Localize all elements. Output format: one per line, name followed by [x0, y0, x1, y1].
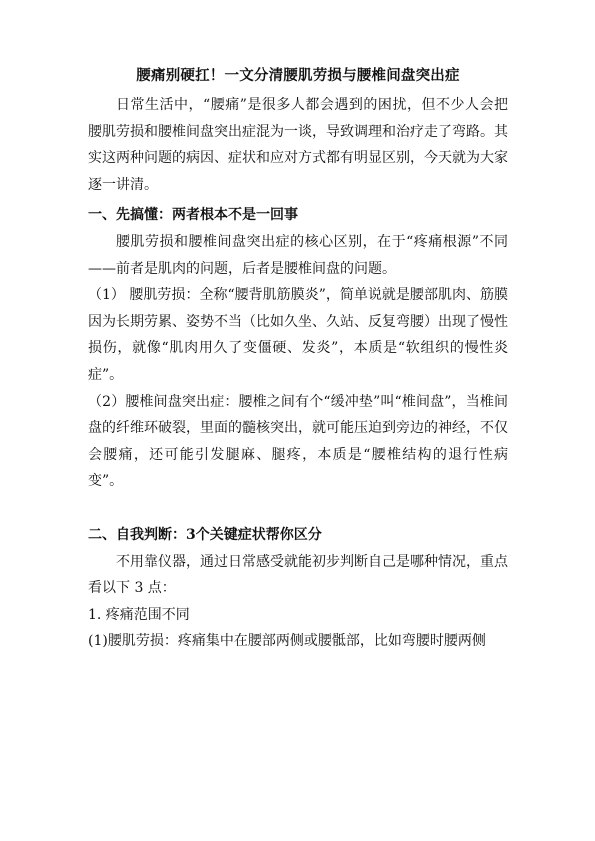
- section-1-heading: 一、先搞懂：两者根本不是一回事: [88, 207, 298, 224]
- section-1-item-2: （2）腰椎间盘突出症：腰椎之间有个“缓冲垫”叫“椎间盘”，当椎间盘的纤维环破裂，里面的髓核突出，就可能压迫到旁边的神经，不仅会腰痛，还可能引发腿麻、腿疼，本质是“腰椎结构的退行性病变”。: [88, 393, 508, 490]
- section-spacer: [88, 495, 508, 522]
- section-2-lead: 不用靠仪器，通过日常感受就能初步判断自己是哪种情况，重点看以下 3 点：: [88, 553, 508, 597]
- section-1-lead: 腰肌劳损和腰椎间盘突出症的核心区别，在于“疼痛根源”不同——前者是肌肉的问题，后者是腰椎间盘的问题。: [88, 233, 508, 277]
- document-title: 腰痛别硬扛！一文分清腰肌劳损与腰椎间盘突出症: [136, 67, 460, 84]
- section-2-point-1-sub: (1)腰肌劳损：疼痛集中在腰部两侧或腰骶部，比如弯腰时腰两侧: [88, 633, 486, 650]
- section-1-item-1: （1） 腰肌劳损：全称“腰背肌筋膜炎”，简单说就是腰部肌肉、筋膜因为长期劳累、姿势不当（比如久坐、久站、反复弯腰）出现了慢性损伤，就像“肌肉用久了变僵硬、发炎”，本质是“软组织的慢性炎症”。: [88, 287, 508, 383]
- section-2-point-1: 1. 疼痛范围不同: [88, 606, 190, 623]
- intro-paragraph: 日常生活中，“腰痛”是很多人都会遇到的困扰，但不少人会把腰肌劳损和腰椎间盘突出症混为一谈，导致调理和治疗走了弯路。其实这两种问题的病因、症状和应对方式都有明显区别，今天就为大家逐一讲清。: [88, 97, 508, 193]
- document-page: [88, 66, 508, 655]
- section-2-heading: 二、自我判断：3个关键症状帮你区分: [88, 526, 322, 543]
